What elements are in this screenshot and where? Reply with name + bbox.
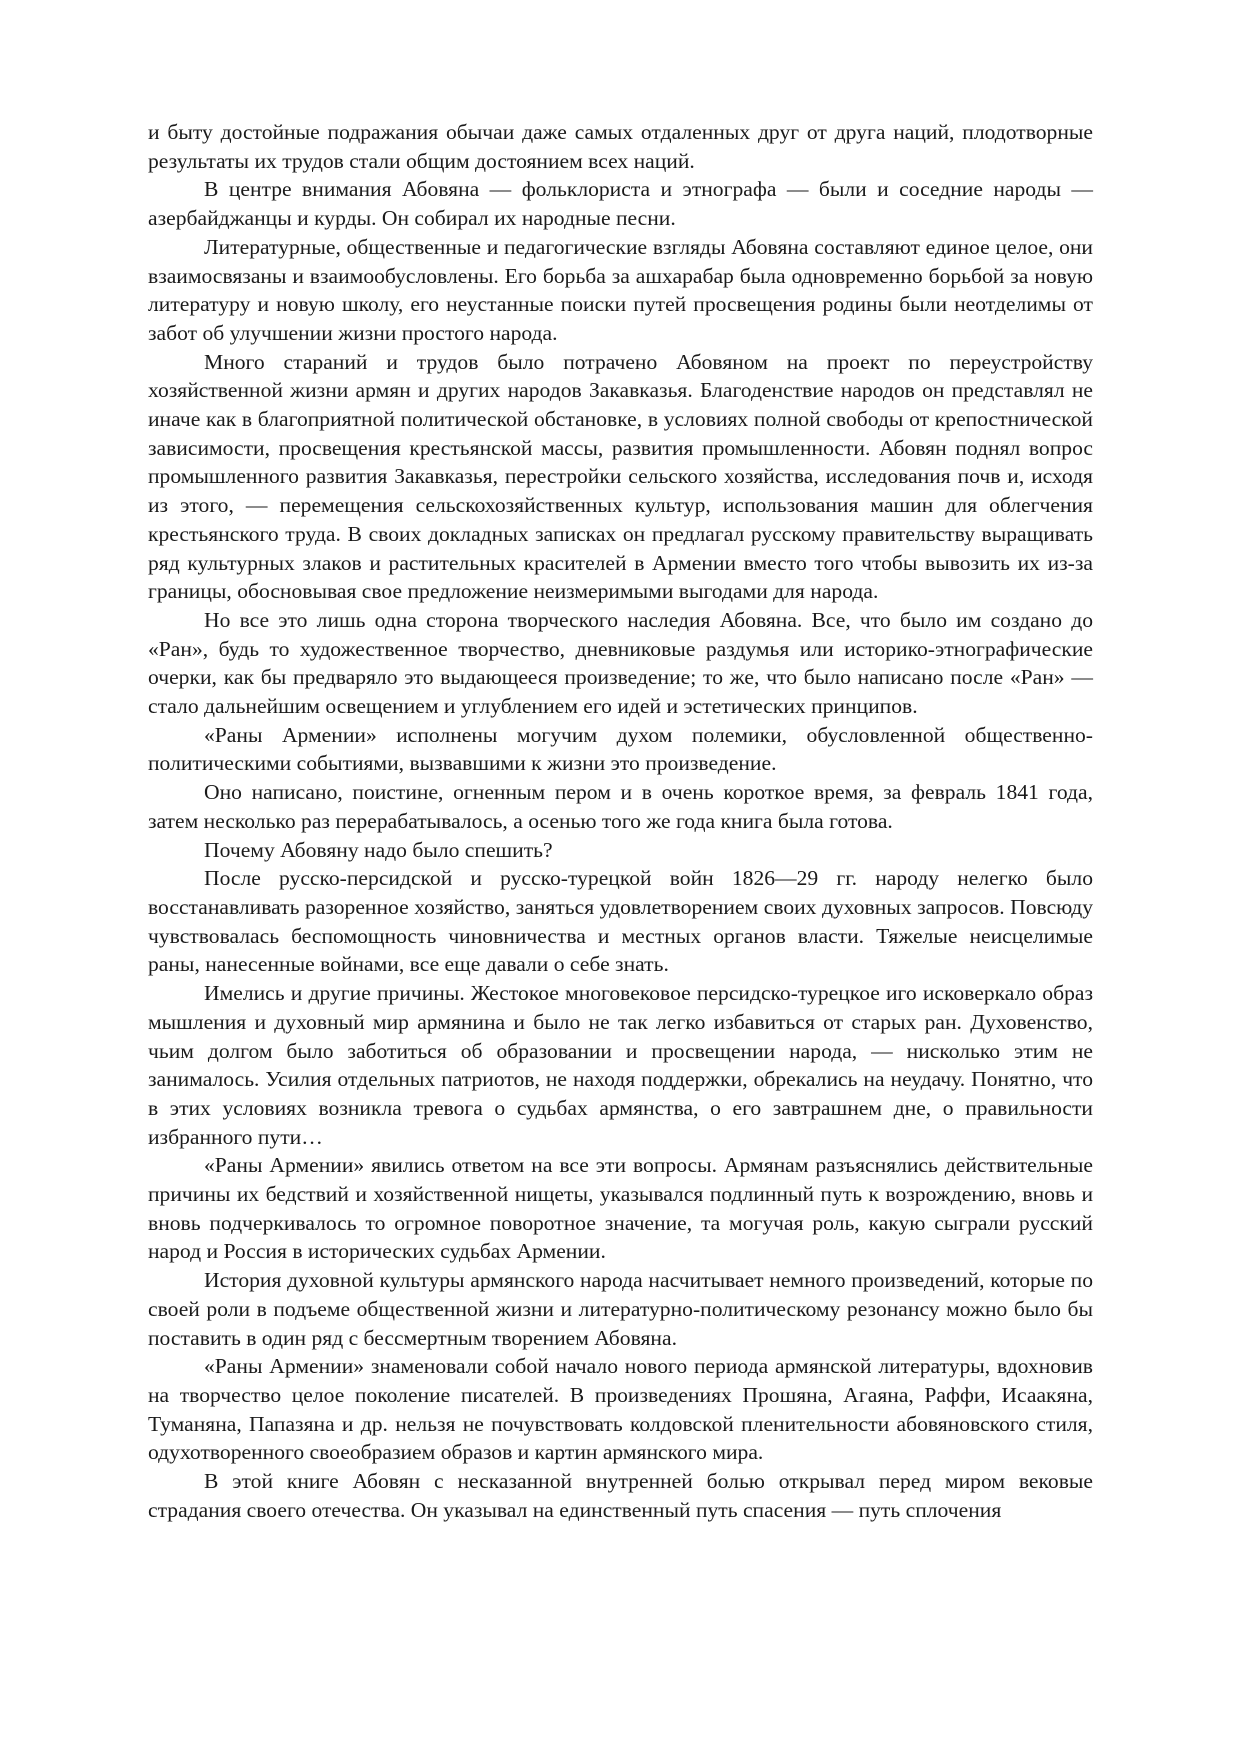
paragraph: Почему Абовяну надо было спешить? [204,837,553,862]
paragraph: В этой книге Абовян с несказанной внутренней болью открывал перед миром вековые страдания своего отечества. Он указывал на единственный путь спасения — путь сплочения [148,1469,1093,1522]
document-page [148,118,1093,1524]
paragraph: «Раны Армении» исполнены могучим духом полемики, обусловленной общественно-политическими событиями, вызвавшими к жизни это произведение. [148,722,1093,776]
paragraph: В центре внимания Абовяна — фольклориста и этнографа — были и соседние народы — азербайджанцы и курды. Он собирал их народные песни. [148,177,1093,231]
paragraph: После русско-персидской и русско-турецкой войн 1826—29 гг. народу нелегко было восстанавливать разоренное хозяйство, заняться удовлетворением своих духовных запросов. Повсюду чувствовалась беспомощность чиновничества и местных органов власти. Тяжелые неисцелимые раны, нанесенные войнами, все еще давали о себе знать. [148,866,1093,977]
paragraph: и быту достойные подражания обычаи даже самых отдаленных друг от друга наций, плодотворные результаты их трудов стали общим достоянием всех наций. [148,120,1093,173]
paragraph: «Раны Армении» знаменовали собой начало нового периода армянской литературы, вдохновив на творчество целое поколение писателей. В произведениях Прошяна, Агаяна, Раффи, Исаакяна, Туманяна, Папазяна и др. нельзя не почувствовать колдовской пленительности абовяновского стиля, одухотворенного своеобразием образов и картин армянского мира. [148,1354,1093,1465]
paragraph: История духовной культуры армянского народа насчитывает немного произведений, которые по своей роли в подъеме общественной жизни и литературно-политическому резонансу можно было бы поставить в один ряд с бессмертным творением Абовяна. [148,1268,1093,1350]
paragraph: Имелись и другие причины. Жестокое многовековое персидско-турецкое иго исковеркало образ мышления и духовный мир армянина и было не так легко избавиться от старых ран. Духовенство, чьим долгом было заботиться об образовании и просвещении народа, — нисколько этим не занималось. Усилия отдельных патриотов, не находя поддержки, обрекались на неудачу. Понятно, что в этих условиях возникла тревога о судьбах армянства, о его завтрашнем дне, о правильности избранного пути… [148,981,1093,1149]
paragraph: «Раны Армении» явились ответом на все эти вопросы. Армянам разъяснялись действительные причины их бедствий и хозяйственной нищеты, указывался подлинный путь к возрождению, вновь и вновь подчеркивалось то огромное поворотное значение, та могучая роль, какую сыграли русский народ и Россия в исторических судьбах Армении. [148,1153,1093,1264]
paragraph: Но все это лишь одна сторона творческого наследия Абовяна. Все, что было им создано до «Ран», будь то художественное творчество, дневниковые раздумья или историко-этнографические очерки, как бы предваряло это выдающееся произведение; то же, что было написано после «Ран» — стало дальнейшим освещением и углублением его идей и эстетических принципов. [148,607,1093,719]
paragraph: Много стараний и трудов было потрачено Абовяном на проект по переустройству хозяйственной жизни армян и других народов Закавказья. Благоденствие народов он представлял не иначе как в благоприятной политической обстановке, в условиях полной свободы от крепостнической зависимости, просвещения крестьянской массы, развития промышленности. Абовян поднял вопрос промышленного развития Закавказья, перестройки сельского хозяйства, исследования почв и, исходя из этого, — перемещения сельскохозяйственных культур, использования машин для облегчения крестьянского труда. В своих докладных записках он предлагал русскому правительству выращивать ряд культурных злаков и растительных красителей в Армении вместо того чтобы вывозить их из-за границы, обосновывая свое предложение неизмеримыми выгодами для народа. [148,349,1093,604]
paragraph: Литературные, общественные и педагогические взгляды Абовяна составляют единое целое, они взаимосвязаны и взаимообусловлены. Его борьба за ашхарабар была одновременно борьбой за новую литературу и новую школу, его неустанные поиски путей просвещения родины были неотделимы от забот об улучшении жизни простого народа. [148,234,1093,345]
paragraph: Оно написано, поистине, огненным пером и в очень короткое время, за февраль 1841 года, затем несколько раз перерабатывалось, а осенью того же года книга была готова. [148,780,1093,833]
